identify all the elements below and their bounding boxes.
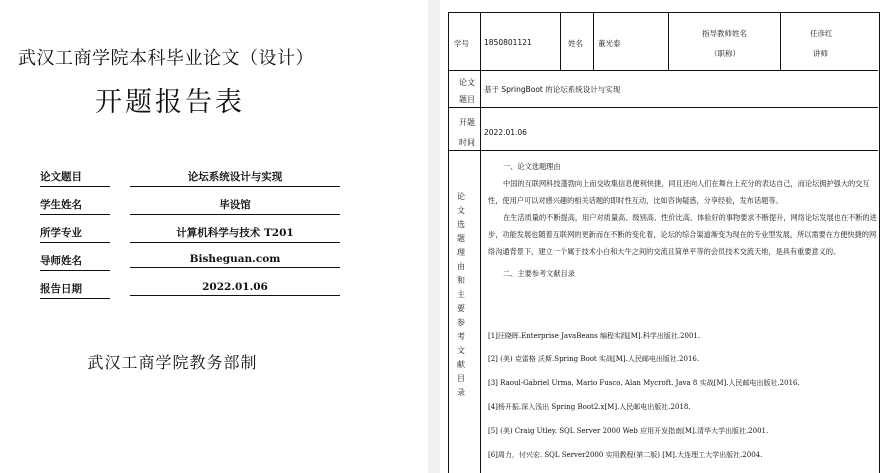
university-title: 武汉工商学院本科毕业论文（设计） (18, 48, 314, 69)
advisor-label-line1: 指导教师姓名 (702, 29, 747, 38)
thesis-title-value: 基于 SpringBoot 的论坛系统设计与实现 (484, 85, 621, 94)
selection-reason-section (488, 158, 878, 282)
table-rule (448, 107, 878, 108)
reason-paragraph-1: 中国的互联网科技蓬勃向上而交收集信息便利快捷，同且还向人们在舞台上充分的表达自己，而论坛拥护强大的交互性，使用户可以对感兴趣的相关话题的即时性互动，比如咨询疑惑，分享经验，发布话题等。 (488, 179, 870, 205)
advisor-title-value: 讲师 (813, 49, 828, 58)
info-row-thesis-title (40, 169, 340, 189)
start-label-line2: 时间 (459, 138, 475, 147)
info-row-report-date (40, 281, 340, 301)
table-rule (448, 150, 878, 151)
reference-item: [2] (美) 克雷格 沃斯.Spring Boot 实战[M].人民邮电出版社.2016. (488, 355, 700, 363)
info-value: Bisheguan.com (130, 253, 340, 268)
start-time-value: 2022.01.06 (484, 128, 527, 137)
table-rule (448, 70, 878, 71)
info-value: 计算机科学与技术 T201 (130, 225, 340, 243)
info-value: 2022.01.06 (130, 281, 340, 296)
info-row-major (40, 225, 340, 245)
start-label-line1: 开题 (459, 118, 475, 127)
info-label: 导师姓名 (40, 253, 110, 271)
name-value: 董光泰 (598, 39, 621, 48)
table-rule (668, 12, 669, 70)
department-name: 武汉工商学院教务部制 (87, 353, 258, 372)
name-label: 姓名 (568, 39, 583, 48)
reason-paragraph-2: 在生活质量的不断提高，用户对质量高、级别高、性价比高、体验好的事物要求不断提升，网络论坛发展也在不断的进步，功能发展也随着互联网的更新而在不断的变化着，论坛的综合渠道渐变为现在的专业型发展，所以需要在方便快捷的网络沟通背景下，建立一个属于技术小白和大牛之间的交流且简单平等的会员技术交流天地，是具有重要意义的。 (488, 213, 877, 256)
reference-item: [3] Raoul-Gabriel Urma, Mario Fusco, Alan Mycroft. Java 8 实战[M].人民邮电出版社.2016. (488, 379, 800, 387)
info-row-advisor (40, 253, 340, 273)
thesis-label-line2: 题目 (459, 95, 475, 104)
info-label: 学生姓名 (40, 197, 110, 215)
info-value: 论坛系统设计与实现 (130, 169, 340, 187)
reference-item: [1]汪晓晖.Enterprise JavaBeans 编程实践[M].科学出版社.2001. (488, 332, 701, 340)
section1-heading: 一、论文选题理由 (503, 162, 561, 171)
info-label: 所学专业 (40, 225, 110, 243)
page-gap (428, 0, 440, 473)
reference-item: [6]周力，付兴宏. SQL Server2000 实用教程(第二版) [M].大连理工大学出版社.2004. (488, 451, 763, 459)
form-page (440, 0, 888, 473)
student-id-value: 1850801121 (484, 38, 532, 47)
report-title: 开题报告表 (95, 87, 245, 118)
section2-heading: 二、主要参考文献目录 (503, 269, 575, 278)
info-row-student-name (40, 197, 340, 217)
reasons-and-references-label: 论文选题理由和主要参考文献目录 (457, 192, 465, 397)
advisor-label-line2: （职称） (710, 49, 740, 58)
thesis-label-line1: 论文 (459, 78, 475, 87)
reference-item: [5] (美) Craig Utley. SQL Server 2000 Web 应用开发指南[M].清华大学出版社.2001. (488, 427, 769, 435)
table-rule (593, 12, 594, 70)
info-value: 毕设馆 (130, 197, 340, 215)
cover-page (0, 0, 428, 473)
info-label: 论文题目 (40, 169, 110, 187)
student-id-label: 学号 (454, 39, 469, 48)
advisor-name-value: 任彦红 (810, 29, 833, 38)
info-label: 报告日期 (40, 281, 110, 299)
table-rule (560, 12, 561, 70)
reference-item: [4]杨开振.深入浅出 Spring Boot2.x[M].人民邮电出版社.2018. (488, 403, 691, 411)
table-rule (780, 12, 781, 70)
